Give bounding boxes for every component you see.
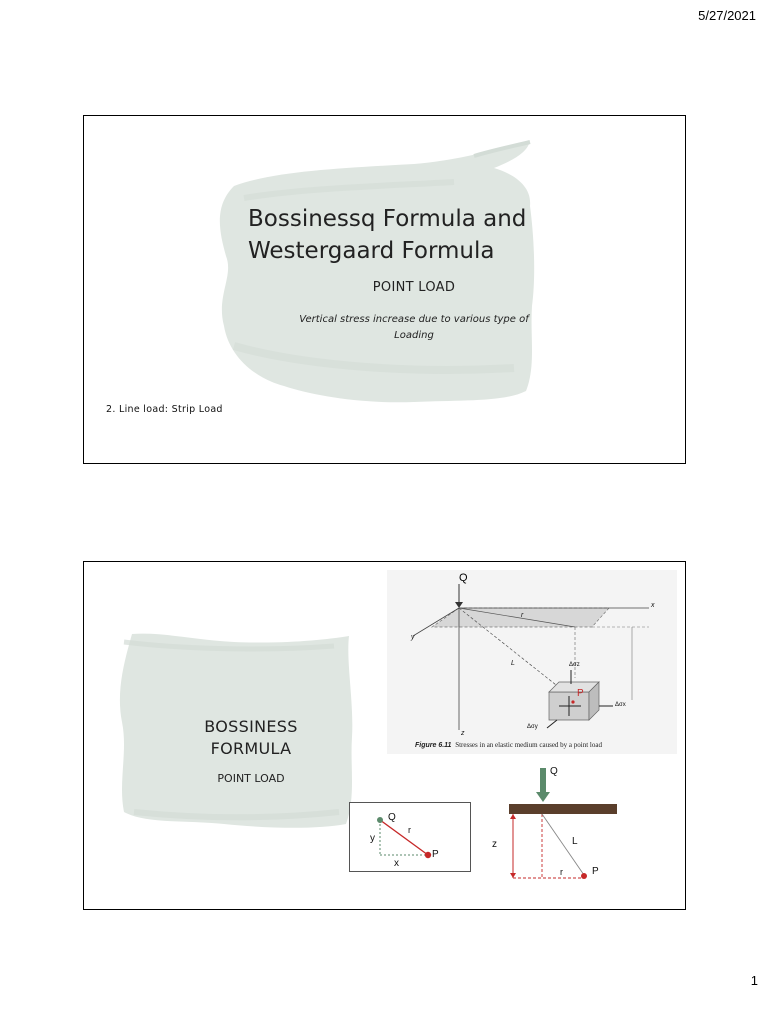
figure-axis-x: x: [651, 602, 655, 609]
plan-p-label: P: [432, 849, 439, 860]
point-load-figure: [387, 570, 677, 754]
slide-1-title-line-1: Bossinessq Formula and: [248, 206, 527, 232]
figure-stress-y: Δσy: [527, 724, 538, 730]
slide-2-title-line-1: BOSSINESS: [204, 717, 298, 736]
figure-caption-text: Stresses in an elastic medium caused by a point load: [455, 741, 602, 749]
page-number: 1: [750, 973, 758, 988]
plan-view-drawing: [350, 803, 470, 871]
figure-dim-r: r: [521, 612, 524, 619]
slide-1-footnote: 2. Line load: Strip Load: [106, 404, 223, 415]
slide-2-subtitle: POINT LOAD: [217, 772, 285, 785]
slide-1-description-line-1: Vertical stress increase due to various type of: [299, 314, 529, 325]
section-view-diagram: [492, 762, 624, 887]
slide-2-title-line-2: FORMULA: [210, 739, 292, 758]
figure-stress-z: Δσz: [569, 662, 580, 668]
figure-axis-z: z: [461, 730, 465, 737]
figure-caption: [415, 741, 602, 749]
section-p-label: P: [592, 866, 599, 877]
plan-q-label: Q: [388, 812, 396, 823]
slide-1-subtitle: POINT LOAD: [372, 280, 456, 295]
section-r-label: r: [560, 867, 563, 877]
figure-caption-label: Figure 6.11: [415, 742, 452, 749]
slide-1-description: [254, 312, 574, 344]
plan-r-label: r: [408, 825, 411, 835]
header-date: 5/27/2021: [698, 8, 756, 23]
section-q-label: Q: [550, 766, 558, 777]
slide-1-description-line-2: Loading: [394, 330, 434, 341]
section-l-label: L: [572, 836, 578, 847]
plan-x-label: x: [394, 858, 399, 869]
figure-dim-l: L: [511, 660, 515, 667]
slide-2-title: [176, 716, 326, 760]
figure-load-label: Q: [459, 572, 468, 584]
slide-2: [83, 561, 686, 910]
section-z-label: z: [492, 839, 497, 850]
slide-1: [83, 115, 686, 464]
figure-axis-y: y: [411, 634, 415, 641]
plan-y-label: y: [370, 833, 375, 844]
section-view-drawing: [504, 762, 624, 887]
figure-point-label: P: [577, 688, 584, 699]
slide-1-title: [248, 203, 588, 267]
figure-stress-x: Δσx: [615, 702, 626, 708]
plan-view-diagram: [349, 802, 471, 872]
slide-1-title-line-2: Westergaard Formula: [248, 238, 495, 264]
